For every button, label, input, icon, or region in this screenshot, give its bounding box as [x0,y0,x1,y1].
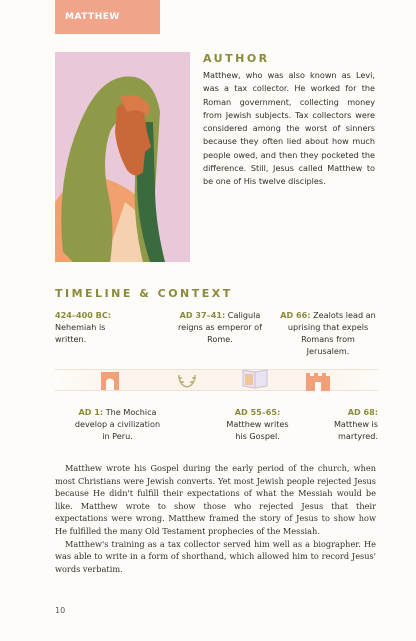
book-tab [55,0,160,34]
body-paragraph: Matthew's training as a tax collector served him well as a biographer. He was able to write in a form of shorthand, which allowed him to record Jesus' words verbatim. [55,538,376,574]
timeline-event [70,406,165,442]
timeline-event [170,309,270,345]
page-number: 10 [55,606,66,615]
event-date: AD 68: [347,407,378,417]
event-text: The Mochica develop a civilization in Peru. [74,407,161,441]
gate-icon [99,368,121,390]
event-date: AD 66: [280,310,311,320]
event-date: AD 1: [78,407,104,417]
matthew-portrait [55,52,190,262]
event-text: Matthew is martyred. [333,419,378,441]
castle-wall-icon [305,367,331,391]
timeline-event [220,406,295,442]
event-date: AD 37–41: [179,310,226,320]
body-text [55,462,376,575]
author-paragraph: Matthew, who was also known as Levi, was a tax collector. He worked for the Roman government, collecting money from Jewish subjects. Tax collectors were considered among the worst of sinners because they often lied about how much people owed, and then they pocketed the difference. Still, Jesus called Matthew to be one of His twelve disciples. [203,70,375,187]
body-paragraph: Matthew wrote his Gospel during the early period of the church, when most Christians were Jewish converts. Yet most Jewish people rejected Jesus because He didn't fulfill their expectations of what the Messiah would be like. Matthew wrote to show those who rejected Jesus that their expectations were wrong. Matthew framed the story of Jesus to show how He fulfilled the many Old Testament prophecies of the Messiah. [55,463,376,536]
book-icon [240,366,270,390]
timeline-event [280,309,376,357]
timeline-heading: TIMELINE & CONTEXT [55,287,233,300]
event-text: Nehemiah is written. [55,322,106,344]
event-text: Caligula reigns as emperor of Rome. [178,310,262,344]
timeline-event [330,406,378,442]
event-text: Matthew writes his Gospel. [226,419,289,441]
book-tab-label: MATTHEW [65,12,120,22]
event-date: 424–400 BC: [55,310,112,320]
event-date: AD 55–65: [234,407,281,417]
laurel-wreath-icon [175,367,199,391]
event-text: Zealots lead an uprising that expels Romans from Jerusalem. [287,310,376,356]
timeline-event [55,309,125,345]
author-heading: AUTHOR [203,52,270,65]
